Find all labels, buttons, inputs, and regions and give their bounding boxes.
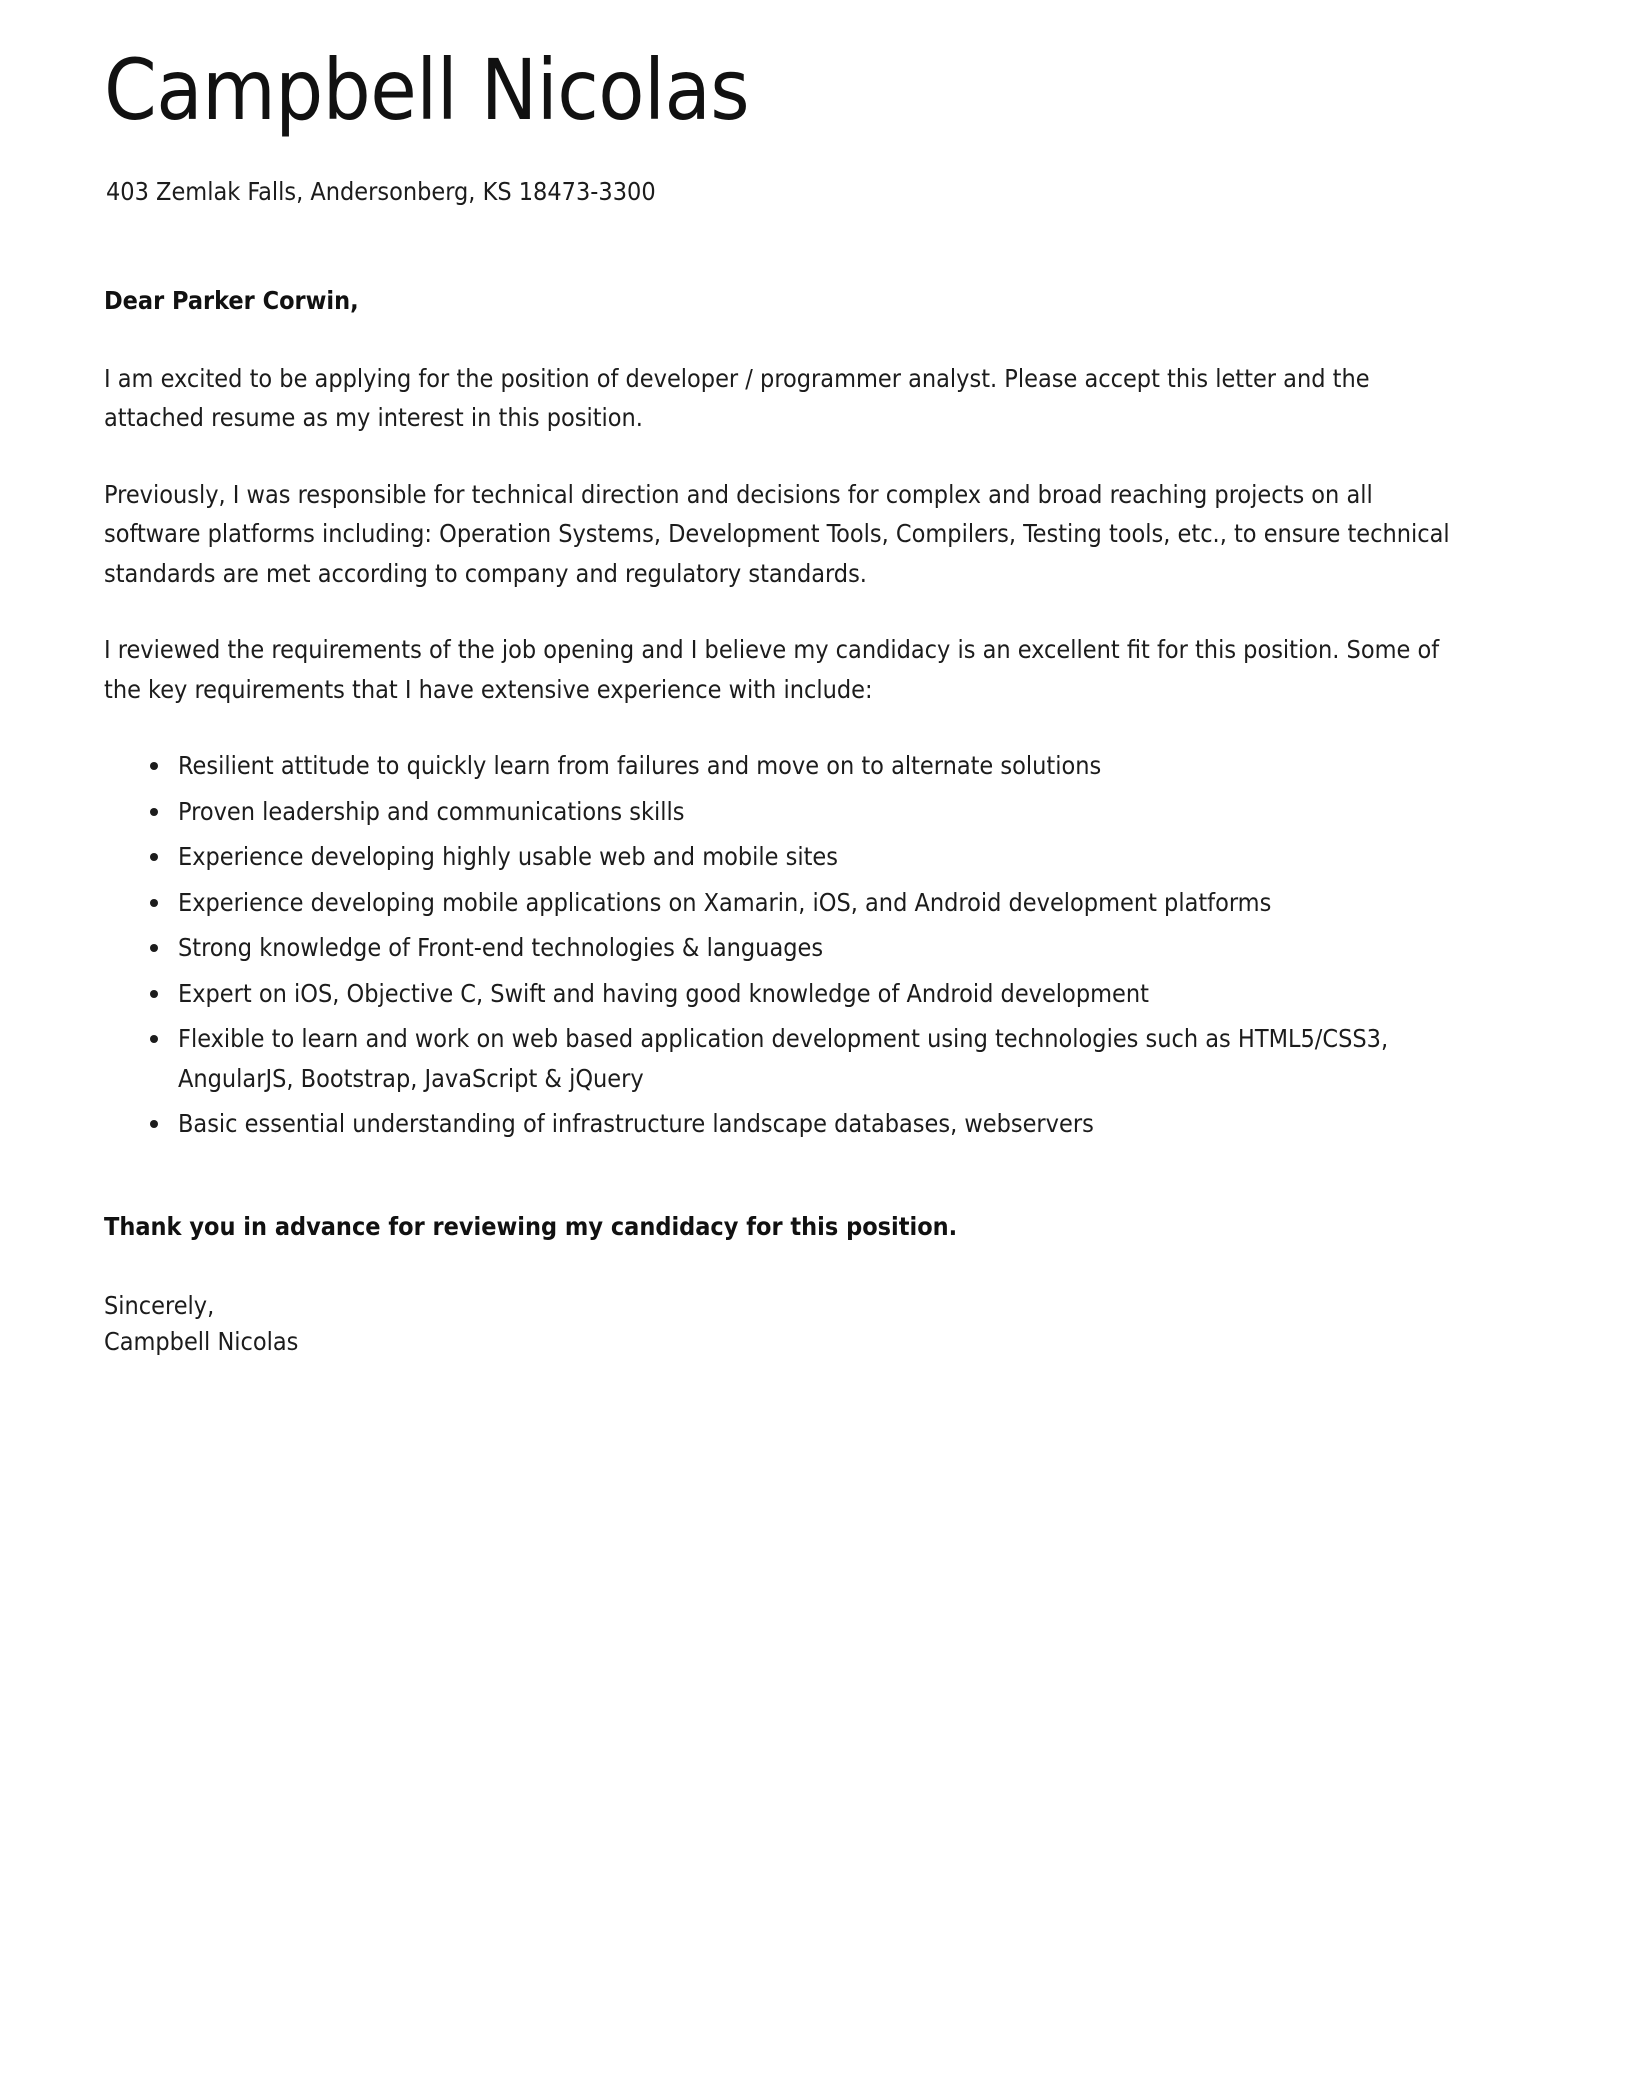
paragraph-requirements-intro: I reviewed the requirements of the job opening and I believe my candidacy is an excellent fit for this position. Some of the key requirements that I have extensive experience with include: xyxy=(104,635,1440,704)
letter-body xyxy=(104,209,1474,1360)
list-item: Resilient attitude to quickly learn from failures and move on to alternate solutions xyxy=(144,746,1474,786)
requirements-list xyxy=(104,746,1474,1144)
list-item: Experience developing mobile applications on Xamarin, iOS, and Android development platforms xyxy=(144,883,1474,923)
list-item: Expert on iOS, Objective C, Swift and having good knowledge of Android development xyxy=(144,974,1474,1014)
list-item: Basic essential understanding of infrastructure landscape databases, webservers xyxy=(144,1104,1474,1144)
page-title: Campbell Nicolas xyxy=(104,41,750,139)
paragraph-experience: Previously, I was responsible for technical direction and decisions for complex and broad reaching projects on all software platforms including: Operation Systems, Development Tools, Compilers, Testing tools, etc., to ensure technical standards are met according to company and regulatory standards. xyxy=(104,479,1450,588)
signature-name: Campbell Nicolas xyxy=(104,1326,299,1356)
applicant-address: 403 Zemlak Falls, Andersonberg, KS 18473-3300 xyxy=(106,177,656,207)
list-item: Proven leadership and communications skills xyxy=(144,792,1474,832)
list-item: Strong knowledge of Front-end technologies & languages xyxy=(144,928,1474,968)
letter-content xyxy=(104,0,1474,1359)
paragraph-intro: I am excited to be applying for the position of developer / programmer analyst. Please accept this letter and the attached resume as my interest in this position. xyxy=(104,363,1370,433)
signoff-salutation: Sincerely, xyxy=(104,1291,215,1321)
list-item: Flexible to learn and work on web based application development using technologies such as HTML5/CSS3, AngularJS, Bootstrap, JavaScript & jQuery xyxy=(144,1019,1474,1098)
closing-thanks: Thank you in advance for reviewing my candidacy for this position. xyxy=(104,1211,958,1241)
list-item: Experience developing highly usable web and mobile sites xyxy=(144,837,1474,877)
salutation: Dear Parker Corwin, xyxy=(104,285,359,315)
signature-block xyxy=(104,1245,1474,1359)
